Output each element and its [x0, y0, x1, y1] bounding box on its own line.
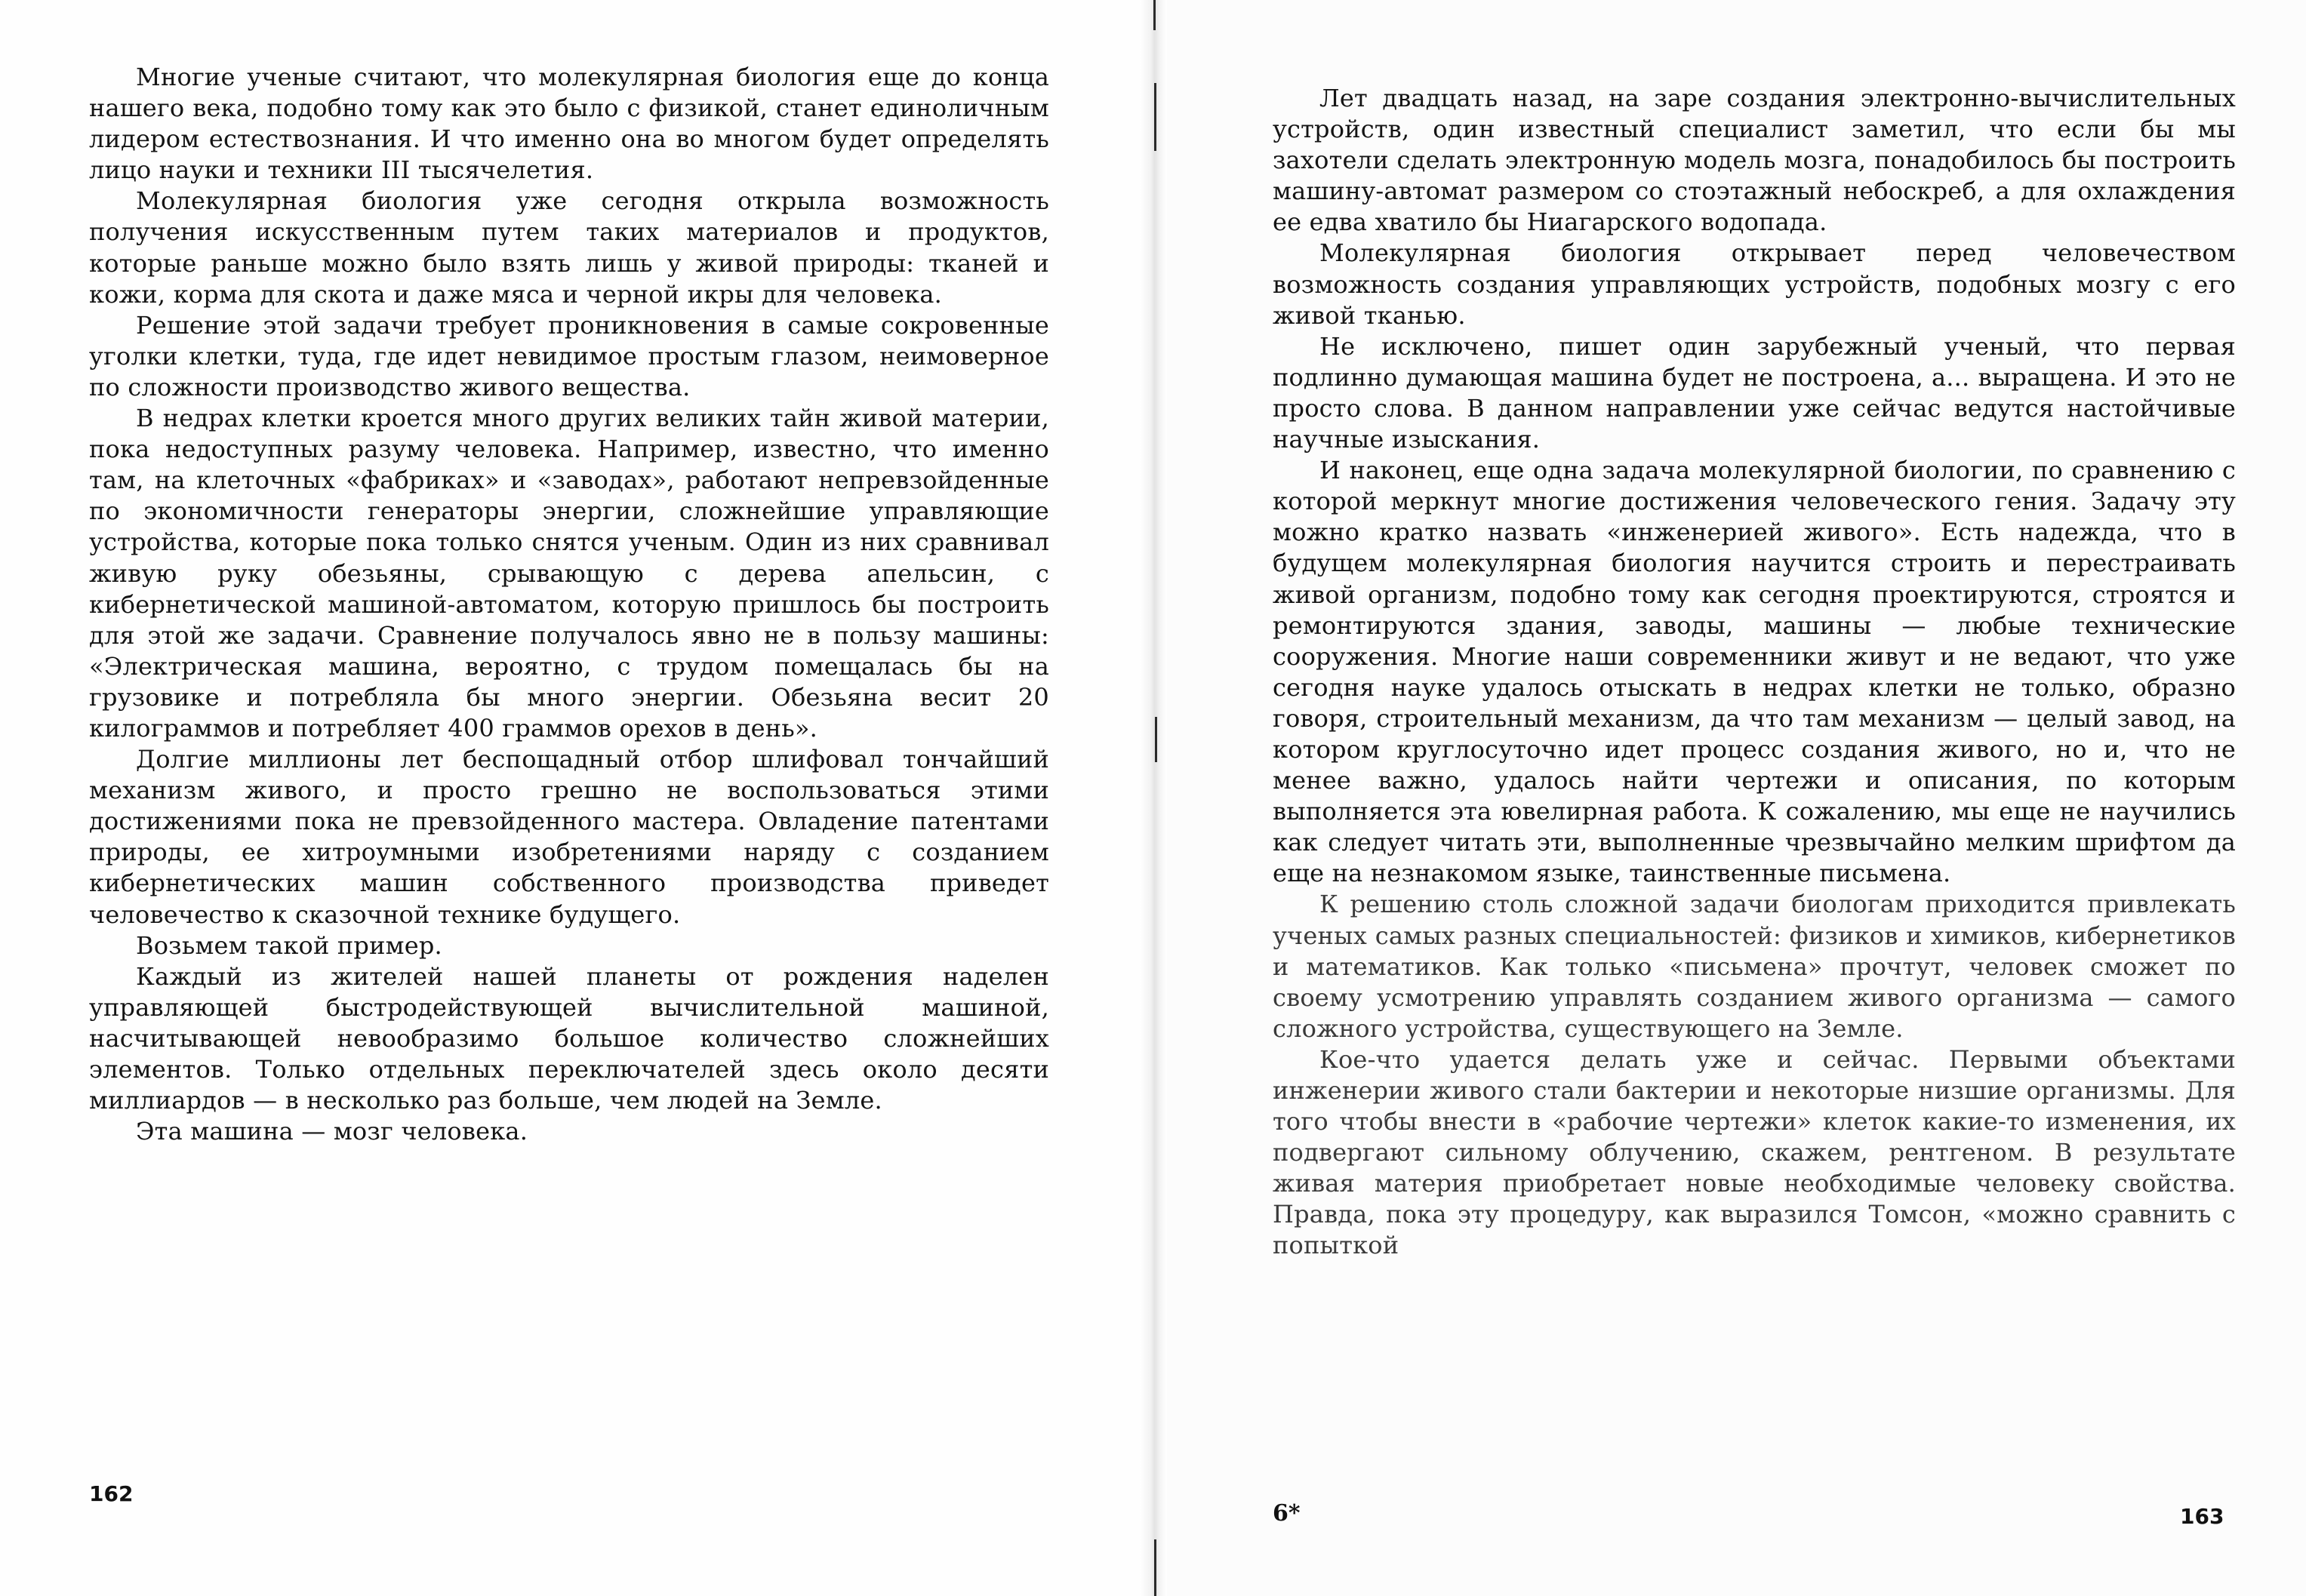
right-paragraph-6: Кое-что удается делать уже и сейчас. Первыми объектами инженерии живого стали бактерии и некоторые низшие организмы. Для того чтобы внести в «рабочие чертежи» клеток какие-то изменения, их подвергают сильному облучению, скажем, рентгеном. В результате живая материя приобретает новые необходимые человеку свойства. Правда, пока эту процедуру, как выразился Томсон, «можно сравнить с попыткой	[1273, 1044, 2236, 1260]
left-paragraph-3: Решение этой задачи требует проникновения в самые сокровенные уголки клетки, туда, где идет невидимое простым глазом, неимоверное по сложности производство живого вещества.	[89, 310, 1049, 401]
right-page-number: 163	[2180, 1504, 2224, 1529]
printer-signature-mark: 6*	[1273, 1500, 1301, 1527]
left-paragraph-1: Многие ученые считают, что молекулярная биология еще до конца нашего века, подобно тому как это было с физикой, станет единоличным лидером естествознания. И что именно она во многом будет определять лицо науки и техники III тысячелетия.	[89, 63, 1049, 185]
gutter-shadow-line	[1153, 0, 1156, 30]
gutter-shadow-line	[1154, 1539, 1156, 1596]
left-paragraph-8: Эта машина — мозг человека.	[136, 1117, 528, 1146]
left-paragraph-5: Долгие миллионы лет беспощадный отбор шлифовал тончайший механизм живого, и просто грешно не воспользоваться этими достижениями пока не превзойденного мастера. Овладение патентами природы, ее хитроумными изобретениями наряду с созданием кибернетических машин собственного производства приведет человечество к сказочной технике будущего.	[89, 745, 1049, 929]
left-paragraph-2: Молекулярная биология уже сегодня открыла возможность получения искусственным путем таких материалов и продуктов, которые раньше можно было взять лишь у живой природы: тканей и кожи, корма для скота и даже мяса и черной икры для человека.	[89, 186, 1049, 309]
left-paragraph-7: Каждый из жителей нашей планеты от рождения наделен управляющей быстродействующей вычислительной машиной, насчитывающей невообразимо большое количество сложнейших элементов. Только отдельных переключателей здесь около десяти миллиардов — в несколько раз больше, чем людей на Земле.	[89, 961, 1049, 1115]
right-paragraph-3: Не исключено, пишет один зарубежный ученый, что первая подлинно думающая машина будет не построена, а... выращена. И это не просто слова. В данном направлении уже сейчас ведутся настойчивые научные изыскания.	[1273, 331, 2236, 454]
right-paragraph-2: Молекулярная биология открывает перед человечеством возможность создания управляющих устройств, подобных мозгу с его живой тканью.	[1273, 238, 2236, 330]
right-paragraph-1: Лет двадцать назад, на заре создания электронно-вычислительных устройств, один известный специалист заметил, что если бы мы захотели сделать электронную модель мозга, понадобилось бы построить машину-автомат размером со стоэтажный небоскреб, а для охлаждения ее едва хватило бы Ниагарского водопада.	[1273, 84, 2236, 237]
left-page-text	[89, 62, 1049, 1147]
gutter-shadow-line	[1155, 717, 1157, 762]
right-paragraph-5: К решению столь сложной задачи биологам приходится привлекать ученых самых разных специальностей: физиков и химиков, кибернетиков и математиков. Как только «письмена» прочтут, человек сможет по своему усмотрению управлять созданием живого организма — самого сложного устройства, существующего на Земле.	[1273, 890, 2236, 1043]
gutter-shadow-line	[1154, 83, 1156, 151]
right-page-text	[1273, 83, 2236, 1262]
left-paragraph-6: Возьмем такой пример.	[136, 930, 442, 960]
left-page-number: 162	[89, 1481, 134, 1506]
left-paragraph-4: В недрах клетки кроется много других великих тайн живой материи, пока недоступных разуму человека. Например, известно, что именно там, на клеточных «фабриках» и «заводах», работают непревзойденные по экономичности генераторы энергии, сложнейшие управляющие устройства, которые пока только снятся ученым. Один из них сравнивал живую руку обезьяны, срывающую с дерева апельсин, с кибернетической машиной-автоматом, которую пришлось бы построить для этой же задачи. Сравнение получалось явно не в пользу машины: «Электрическая машина, вероятно, с трудом помещалась бы на грузовике и потребляла бы много энергии. Обезьяна весит 20 килограммов и потребляет 400 граммов орехов в день».	[89, 404, 1049, 743]
right-paragraph-4: И наконец, еще одна задача молекулярной биологии, по сравнению с которой меркнут многие достижения человеческого гения. Задачу эту можно кратко назвать «инженерией живого». Есть надежда, что в будущем молекулярная биология научится строить и перестраивать живой организм, подобно тому как сегодня проектируются, строятся и ремонтируются здания, заводы, машины — любые технические сооружения. Многие наши современники живут и не ведают, что уже сегодня науке удалось отыскать в недрах клетки не только, образно говоря, строительный механизм, да что там механизм — целый завод, на котором круглосуточно идет процесс создания живого, но и, что не менее важно, удалось найти чертежи и описания, по которым выполняется эта ювелирная работа. К сожалению, мы еще не научились как следует читать эти, выполненные чрезвычайно мелким шрифтом да еще на незнакомом языке, таинственные письмена.	[1273, 456, 2236, 888]
book-gutter	[1140, 0, 1167, 1596]
